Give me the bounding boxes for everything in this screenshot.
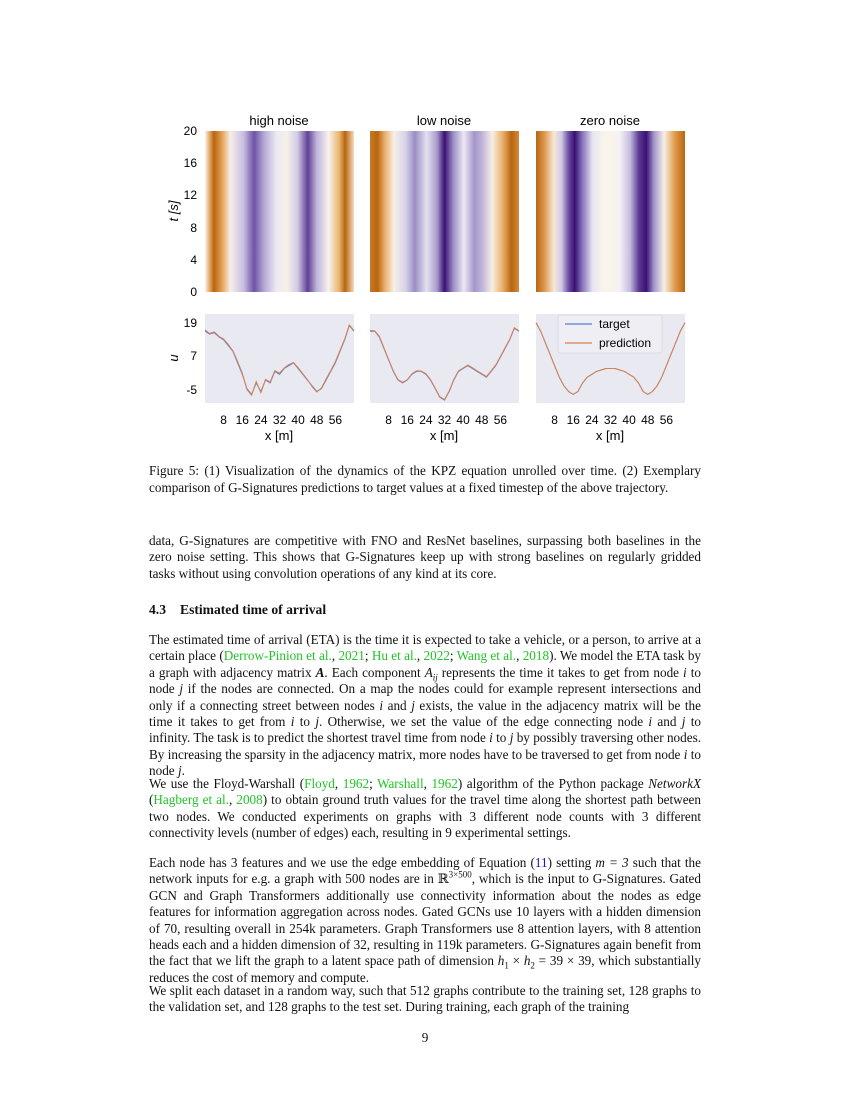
paragraph-floyd-warshall: We use the Floyd-Warshall (Floyd, 1962; Warshall, 1962) algorithm of the Python package NetworkX (Hagberg et al., 2008) to obtain ground truth values for the travel time along the shortest path between two nodes. We conducted experiments on graphs with 3 different node counts with 3 different connectivity levels (number of edges) each, resulting in 9 experimental settings.: [149, 776, 702, 841]
heatmap-zero-noise: [536, 131, 685, 292]
xtick-label: 32: [603, 413, 618, 427]
panel-title-high-noise: high noise: [249, 113, 309, 128]
xtick-label: 48: [475, 413, 489, 427]
line-ylabel: u: [166, 354, 181, 362]
legend: [558, 315, 662, 353]
xtick-label: 32: [437, 413, 452, 427]
citation-link[interactable]: 2022: [423, 648, 450, 664]
panel-title-low-noise: low noise: [416, 113, 472, 128]
xtick-label: 56: [493, 413, 508, 427]
citation-link[interactable]: 1962: [342, 776, 370, 791]
xtick-label: 16: [235, 413, 249, 427]
citation-link[interactable]: Warshall: [377, 776, 424, 791]
xtick-label: 8: [551, 413, 558, 427]
citation-link[interactable]: Floyd: [304, 776, 335, 791]
citation-link[interactable]: Hagberg et al.: [153, 792, 229, 808]
heatmap-low-noise: [370, 131, 519, 292]
section-title: Estimated time of arrival: [180, 602, 327, 617]
line-ytick: 7: [190, 349, 197, 363]
heatmap-ytick: 16: [183, 156, 197, 170]
xtick-label: 24: [585, 413, 599, 427]
paragraph-eta: The estimated time of arrival (ETA) is the time it is expected to take a vehicle, or a person, to arrive at a certain place (Derrow-Pinion et al., 2021; Hu et al., 2022; Wang et al., 2018). We model the ETA task by a graph with adjacency matrix A. Each component $A_{ij}$ represents the time it takes to get from node i to node j if the nodes are connected. On a map the nodes could for example represent intersections and only if a connecting street between nodes i and j exists, the value in the adjacency matrix will be the time it takes to get from i to j. Otherwise, we set the value of the edge connecting node i and j to infinity. The task is to predict the shortest travel time from node i to j by possibly traversing other nodes. By increasing the sparsity in the adjacency matrix, more nodes have to be traversed to get from node i to node j.: [149, 632, 702, 779]
xtick-label: 24: [254, 413, 268, 427]
section-number: 4.3: [149, 602, 166, 617]
paragraph-continuation: data, G-Signatures are competitive with FNO and ResNet baselines, surpassing both baselines in the zero noise setting. This shows that G-Signatures keep up with strong baselines on regularly gridded tasks without using convolution operations of any kind at its core.: [149, 533, 701, 581]
citation-link[interactable]: Derrow-Pinion et al.: [223, 648, 332, 664]
xlabel-low-noise: x [m]: [429, 428, 459, 443]
xtick-label: 24: [419, 413, 433, 427]
heatmap-high-noise: [205, 131, 354, 292]
citation-link[interactable]: 2008: [236, 792, 263, 808]
xtick-label: 56: [659, 413, 674, 427]
heatmap-ytick: 8: [190, 221, 197, 235]
xtick-label: 8: [385, 413, 392, 427]
xtick-label: 8: [220, 413, 227, 427]
citation-link[interactable]: 1962: [431, 776, 458, 791]
heatmap-ytick: 0: [190, 285, 197, 299]
paragraph-node-features: Each node has 3 features and we use the edge embedding of Equation (11) setting m = 3 such that the network inputs for e.g. a graph with 500 nodes are in ℝ$^{3\times 500}$, which is the input to G-Signatures. Gated GCN and Graph Transformers additionally use connectivity information about the nodes as edge features for information aggregation across nodes. Gated GCNs use 10 layers with a hidden dimension of 70, resulting overall in 254k parameters. Graph Transformers use 8 attention layers, with 8 attention heads each and a hidden dimension of 32, resulting in 119k parameters. G-Signatures again benefit from the fact that we lift the graph to a latent space path of dimension $h_1 \times h_2 = 39 \times 39$, which substantially reduces the cost of memory and compute.: [149, 855, 702, 985]
heatmap-ylabel: t [s]: [166, 200, 181, 222]
line-plot-high-noise: [205, 314, 354, 403]
xlabel-high-noise: x [m]: [264, 428, 294, 443]
line-ytick: -5: [186, 383, 197, 397]
line-plot-low-noise: [370, 314, 519, 403]
xtick-label: 40: [291, 413, 305, 427]
xtick-label: 40: [622, 413, 636, 427]
heatmap-ytick: 4: [190, 253, 197, 267]
figure-5: [0, 0, 850, 460]
legend-label-target: target: [599, 317, 630, 331]
xtick-label: 48: [641, 413, 655, 427]
xtick-label: 32: [272, 413, 287, 427]
panel-title-zero-noise: zero noise: [580, 113, 640, 128]
xtick-label: 56: [328, 413, 343, 427]
xtick-label: 16: [566, 413, 580, 427]
xtick-label: 16: [400, 413, 414, 427]
line-ytick: 19: [183, 316, 197, 330]
citation-link[interactable]: Hu et al.: [371, 648, 417, 664]
heatmap-ytick: 12: [183, 188, 197, 202]
citation-link[interactable]: Wang et al.: [456, 648, 517, 664]
paragraph-dataset-split: We split each dataset in a random way, such that 512 graphs contribute to the training set, 128 graphs to the validation set, and 128 graphs to the test set. During training, each graph of the training: [149, 983, 701, 1015]
section-heading: [149, 602, 326, 618]
equation-link[interactable]: 11: [534, 855, 548, 870]
legend-label-prediction: prediction: [599, 336, 652, 350]
heatmap-ytick: 20: [183, 124, 197, 138]
citation-link[interactable]: 2018: [522, 648, 550, 664]
figure-caption: Figure 5: (1) Visualization of the dynamics of the KPZ equation unrolled over time. (2) Exemplary comparison of G-Signatures predictions to target values at a fixed timestep of the above trajectory.: [149, 463, 701, 495]
page-number: 9: [421, 1030, 429, 1045]
xtick-label: 48: [310, 413, 324, 427]
xlabel-zero-noise: x [m]: [595, 428, 625, 443]
citation-link[interactable]: 2021: [338, 648, 365, 664]
xtick-label: 40: [456, 413, 470, 427]
